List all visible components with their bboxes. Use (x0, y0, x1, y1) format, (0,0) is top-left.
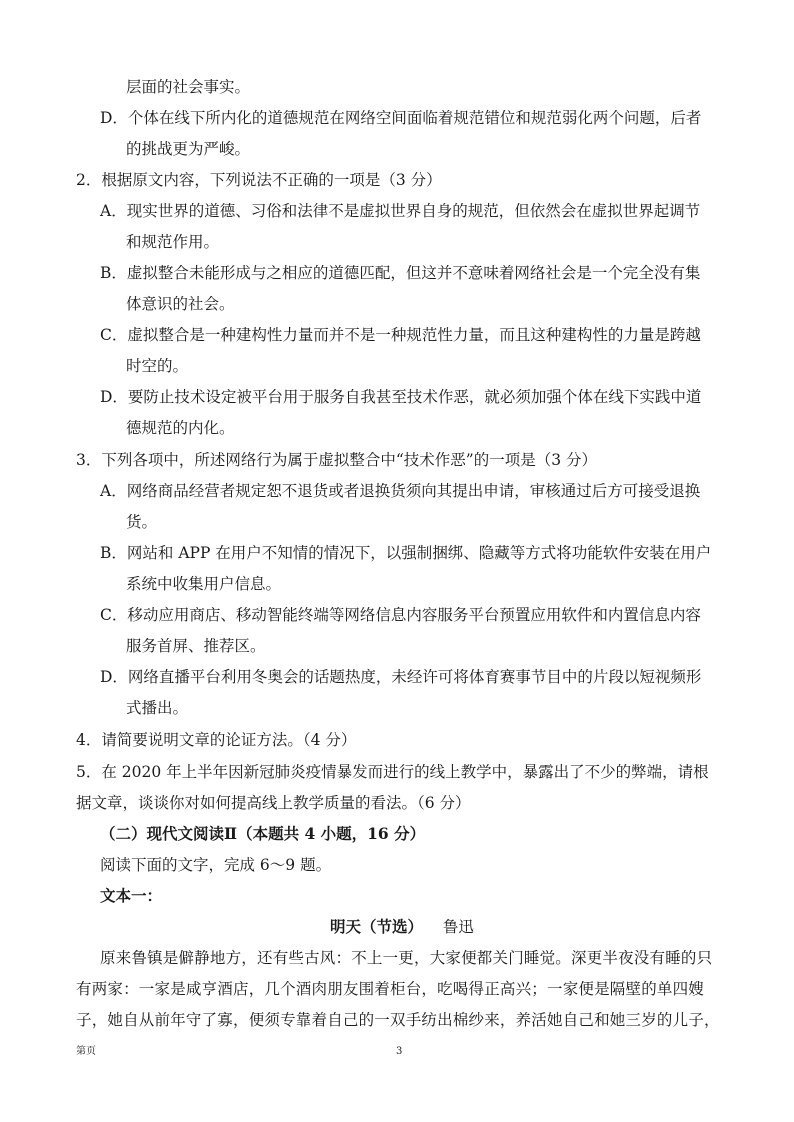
footer-page-number: 3 (396, 1046, 403, 1057)
story-paragraph-line1: 原来鲁镇是僻静地方，还有些古风：不上一更，大家便都关门睡觉。深更半夜没有睡的只 (100, 949, 713, 967)
q3-option-b-line2: 系统中收集用户信息。 (126, 575, 282, 593)
q1-option-d-line2: 的挑战更为严峻。 (126, 140, 251, 158)
q3-option-d-line2: 式播出。 (126, 699, 189, 717)
section2-heading: （二）现代文阅读Ⅱ（本题共 4 小题，16 分） (100, 824, 426, 843)
q2-option-a-line2: 和规范作用。 (126, 233, 220, 251)
story-title-line (330, 917, 474, 937)
q3-option-c-line1: C．移动应用商店、移动智能终端等网络信息内容服务平台预置应用软件和内置信息内容 (100, 606, 701, 624)
story-title: 明天（节选） (330, 917, 424, 936)
q2-option-c-line1: C．虚拟整合是一种建构性力量而并不是一种规范性力量，而且这种建构性的力量是跨越 (100, 326, 701, 344)
q3-stem: 3．下列各项中，所述网络行为属于虚拟整合中“技术作恶”的一项是（3 分） (76, 451, 598, 469)
q1-option-d-line1: D．个体在线下所内化的道德规范在网络空间面临着规范错位和规范弱化两个问题，后者 (100, 109, 702, 127)
story-paragraph-line3: 子，她自从前年守了寡，便须专靠着自己的一双手纺出棉纱来，养活她自己和她三岁的儿子， (76, 1011, 720, 1029)
q2-option-a-line1: A．现实世界的道德、习俗和法律不是虚拟世界自身的规范，但依然会在虚拟世界起调节 (100, 202, 701, 220)
text1-label: 文本一： (100, 886, 163, 905)
q4-stem: 4．请简要说明文章的论证方法。（4 分） (76, 731, 357, 749)
story-paragraph-line2: 有两家：一家是咸亨酒店，几个酒肉朋友围着柜台，吃喝得正高兴；一家便是隔壁的单四嫂 (76, 980, 705, 998)
q2-option-c-line2: 时空的。 (126, 357, 189, 375)
q5-line2: 据文章，谈谈你对如何提高线上教学质量的看法。（6 分） (76, 794, 471, 812)
q1-option-c-line2: 层面的社会事实。 (126, 78, 251, 96)
section2-instruction: 阅读下面的文字，完成 6～9 题。 (100, 856, 332, 874)
q3-option-b-line1: B．网站和 APP 在用户不知情的情况下，以强制捆绑、隐藏等方式将功能软件安装在用户 (100, 544, 712, 562)
q2-option-b-line1: B．虚拟整合未能形成与之相应的道德匹配，但这并不意味着网络社会是一个完全没有集 (100, 264, 701, 282)
q2-option-b-line2: 体意识的社会。 (126, 295, 235, 313)
q2-option-d-line2: 德规范的内化。 (126, 419, 235, 437)
q5-line1: 5．在 2020 年上半年因新冠肺炎疫情暴发而进行的线上教学中，暴露出了不少的弊端，请根 (76, 763, 709, 781)
q2-stem: 2．根据原文内容，下列说法不正确的一项是（3 分） (76, 171, 442, 189)
q3-option-c-line2: 服务首屏、推荐区。 (126, 637, 266, 655)
q3-option-d-line1: D．网络直播平台利用冬奥会的话题热度，未经许可将体育赛事节目中的片段以短视频形 (100, 668, 702, 686)
q3-option-a-line1: A．网络商品经营者规定恕不退货或者退换货须向其提出申请，审核通过后方可接受退换 (100, 482, 701, 500)
footer-page-label: 第页 (76, 1046, 96, 1057)
q3-option-a-line2: 货。 (126, 513, 158, 531)
q2-option-d-line1: D．要防止技术设定被平台用于服务自我甚至技术作恶，就必须加强个体在线下实践中道 (100, 388, 702, 406)
story-author: 鲁迅 (442, 918, 474, 936)
